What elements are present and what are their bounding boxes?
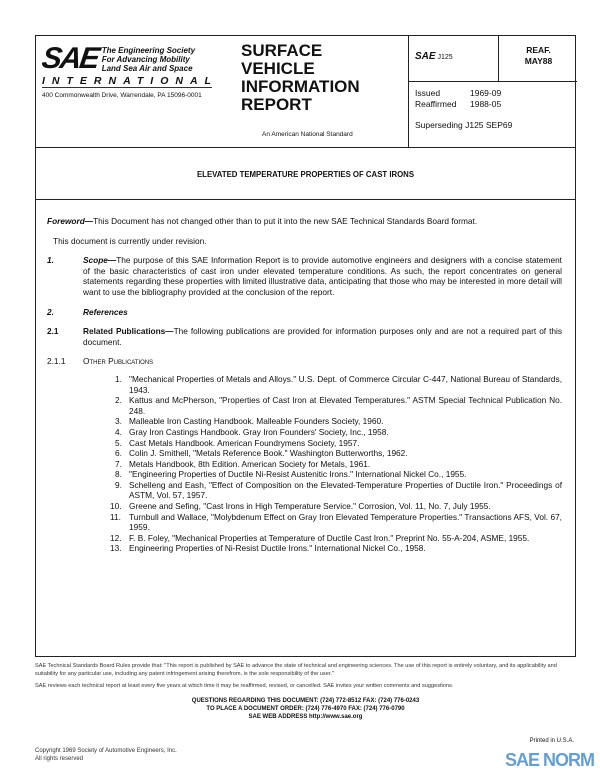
report-type: [241, 42, 360, 114]
review-text: SAE reviews each technical report at least every five years at which time it may be reaffirmed, revised, or cancelled. SAE invites your written comments and suggestions.: [35, 683, 454, 689]
footer: [35, 663, 576, 721]
section-heading: Scope—: [83, 255, 117, 266]
reference-text: F. B. Foley, "Mechanical Properties at Temperature of Ductile Cast Iron." Preprint No. 55-A-204, ASME, 1955.: [129, 532, 530, 543]
reference-text: Malleable Iron Casting Handbook. Malleable Founders Society, 1960.: [129, 416, 384, 427]
rights-line: All rights reserved: [35, 756, 84, 762]
reference-item: [116, 438, 562, 449]
reaffirmed-date: 1988-05: [470, 99, 502, 109]
reference-text: Greene and Sefing, "Cast Irons in High Temperature Service." Corrosion, Vol. 11, No. 7, July 1955.: [129, 501, 491, 512]
foreword: [47, 216, 562, 227]
questions-line: QUESTIONS REGARDING THIS DOCUMENT: (724) 772-8512 FAX: (724) 776-0243: [191, 697, 420, 704]
reference-text: Schelleng and Eash, "Effect of Composition on the Elevated-Temperature Properties of Ductile Iron." Proceedings of ASTM, Vol. 57, 1957.: [129, 479, 562, 501]
reference-item: [110, 543, 562, 554]
address: 400 Commonwealth Drive, Warrendale, PA 15096-0001: [42, 92, 202, 99]
reference-number: 11.: [110, 511, 121, 522]
superseding: Superseding J125 SEP69: [415, 120, 513, 130]
copyright: [35, 747, 177, 763]
sae-logo-mark: SAE: [39, 42, 101, 75]
reference-number: 1.: [115, 373, 122, 384]
reference-text: "Mechanical Properties of Metals and Alloys." U.S. Dept. of Commerce Circular C-447, National Bureau of Standards, 1943.: [129, 373, 562, 395]
reference-text: Engineering Properties of Ni-Resist Ductile Irons." International Nickel Co., 1958.: [129, 543, 426, 554]
reference-list: [47, 374, 562, 554]
reference-number: 5.: [115, 437, 122, 448]
policy-text: SAE Technical Standards Board Rules provide that: "This report is published by SAE to advance the state of technical and engineering sciences. The use of this report is entirely voluntary, and its applicability and suitability for any particular use, including any patent infringement arising therefrom, is the sole responsibility of the user.": [35, 663, 557, 677]
tagline-line: The Engineering Society: [101, 46, 196, 55]
sae-norm-watermark: SAE NORM: [505, 750, 595, 770]
reference-text: Gray Iron Castings Handbook. Gray Iron Founders' Society, Inc., 1958.: [129, 426, 389, 437]
reference-item: [116, 416, 562, 427]
reference-item: [116, 469, 562, 480]
reaf-date: MAY88: [524, 56, 553, 66]
reaf-label: REAF.: [526, 45, 551, 55]
document-title: ELEVATED TEMPERATURE PROPERTIES OF CAST IRONS: [36, 148, 575, 200]
section-heading: References: [83, 306, 128, 317]
reaffirmed-label: Reaffirmed: [415, 99, 457, 109]
doc-info-column: [408, 36, 577, 148]
reaf-box: [498, 36, 578, 82]
printed-note: Printed in U.S.A.: [529, 738, 574, 744]
reference-number: 6.: [115, 448, 122, 459]
order-line: TO PLACE A DOCUMENT ORDER: (724) 776-4970 FAX: (724) 776-0790: [206, 705, 405, 712]
section-number: 2.1: [47, 326, 59, 337]
document-body: [47, 216, 562, 554]
reference-item: [116, 427, 562, 438]
reference-text: "Engineering Properties of Ductile Ni-Resist Austenitic Irons." International Nickel Co., 1955.: [129, 469, 467, 480]
sae-small-logo: SAE: [415, 51, 436, 62]
revision-note: This document is currently under revision.: [53, 235, 207, 246]
section-number: 2.1.1: [47, 356, 66, 367]
reference-item: [110, 511, 562, 533]
contact-info: [35, 697, 576, 721]
foreword-text: This Document has not changed other than to put it into the new SAE Technical Standards Board format.: [93, 216, 478, 226]
document-header: [36, 36, 575, 148]
section-number: 2.: [47, 306, 54, 317]
issued-date: 1969-09: [470, 88, 502, 98]
section-text: The purpose of this SAE Information Report is to provide automotive engineers and designers with a concise statement of the basic characteristics of cast iron under elevated temperature conditions. As such, the report concentrates on general statements regarding these properties with limited illustrative data, anticipating that those who may be interested in more detail will want to use the bibliography provided at the conclusion of the report.: [83, 255, 562, 297]
report-type-line: VEHICLE: [241, 59, 315, 78]
reference-text: Colin J. Smithell, "Metals Reference Book." Washington Butterworths, 1962.: [129, 448, 408, 459]
reference-number: 8.: [115, 469, 122, 480]
section-text: The following publications are provided for information purposes only and are not a required part of this document.: [83, 326, 562, 347]
foreword-label: Foreword—: [47, 216, 94, 226]
reference-number: 7.: [115, 458, 122, 469]
reference-text: Metals Handbook, 8th Edition. American Society for Metals, 1961.: [129, 458, 371, 469]
sae-logo: [39, 42, 232, 99]
tagline-line: Land Sea Air and Space: [101, 64, 193, 73]
reference-number: 3.: [115, 416, 122, 427]
reference-text: Cast Metals Handbook. American Foundrymens Society, 1957.: [129, 437, 360, 448]
doc-dates: [409, 82, 577, 137]
reference-number: 13.: [110, 543, 122, 554]
doc-number: [415, 51, 453, 62]
doc-number-text: J125: [437, 54, 453, 61]
section-number: 1.: [47, 255, 54, 266]
tagline-line: For Advancing Mobility: [101, 55, 190, 64]
reference-item: [116, 459, 562, 470]
report-type-line: REPORT: [241, 95, 312, 114]
report-type-line: INFORMATION: [241, 77, 360, 96]
international-label: INTERNATIONAL: [42, 75, 218, 87]
section-scope: [47, 255, 562, 297]
reference-text: Kattus and McPherson, "Properties of Cast Iron at Elevated Temperatures." ASTM Special Technical Publication No. 248.: [129, 395, 562, 416]
section-other-publications: [47, 356, 562, 367]
reference-number: 9.: [115, 479, 122, 490]
section-references: [47, 307, 562, 318]
web-address[interactable]: SAE WEB ADDRESS http://www.sae.org: [248, 713, 363, 720]
reference-number: 2.: [115, 395, 122, 406]
reference-item: [110, 532, 562, 544]
reference-item: [110, 501, 562, 512]
sae-tagline: [102, 46, 195, 73]
issued-label: Issued: [415, 88, 441, 98]
reference-item: [116, 395, 562, 416]
section-heading: Other Publications: [83, 356, 154, 367]
section-heading: Related Publications—: [83, 326, 174, 337]
report-type-line: SURFACE: [241, 41, 323, 60]
standard-note: An American National Standard: [262, 131, 353, 138]
section-related-publications: [47, 326, 562, 347]
reference-number: 12.: [110, 532, 122, 543]
reference-item: [116, 448, 562, 459]
reference-number: 4.: [115, 426, 122, 437]
copyright-line: Copyright 1969 Society of Automotive Engineers, Inc.: [35, 748, 177, 754]
reference-item: [116, 480, 562, 501]
reference-text: Turnbull and Wallace, "Molybdenum Effect on Gray Iron Elevated Temperature Properties." Transactions AFS, Vol. 67, 1959.: [129, 511, 562, 533]
reference-item: [116, 374, 562, 395]
reference-number: 10.: [110, 501, 122, 512]
